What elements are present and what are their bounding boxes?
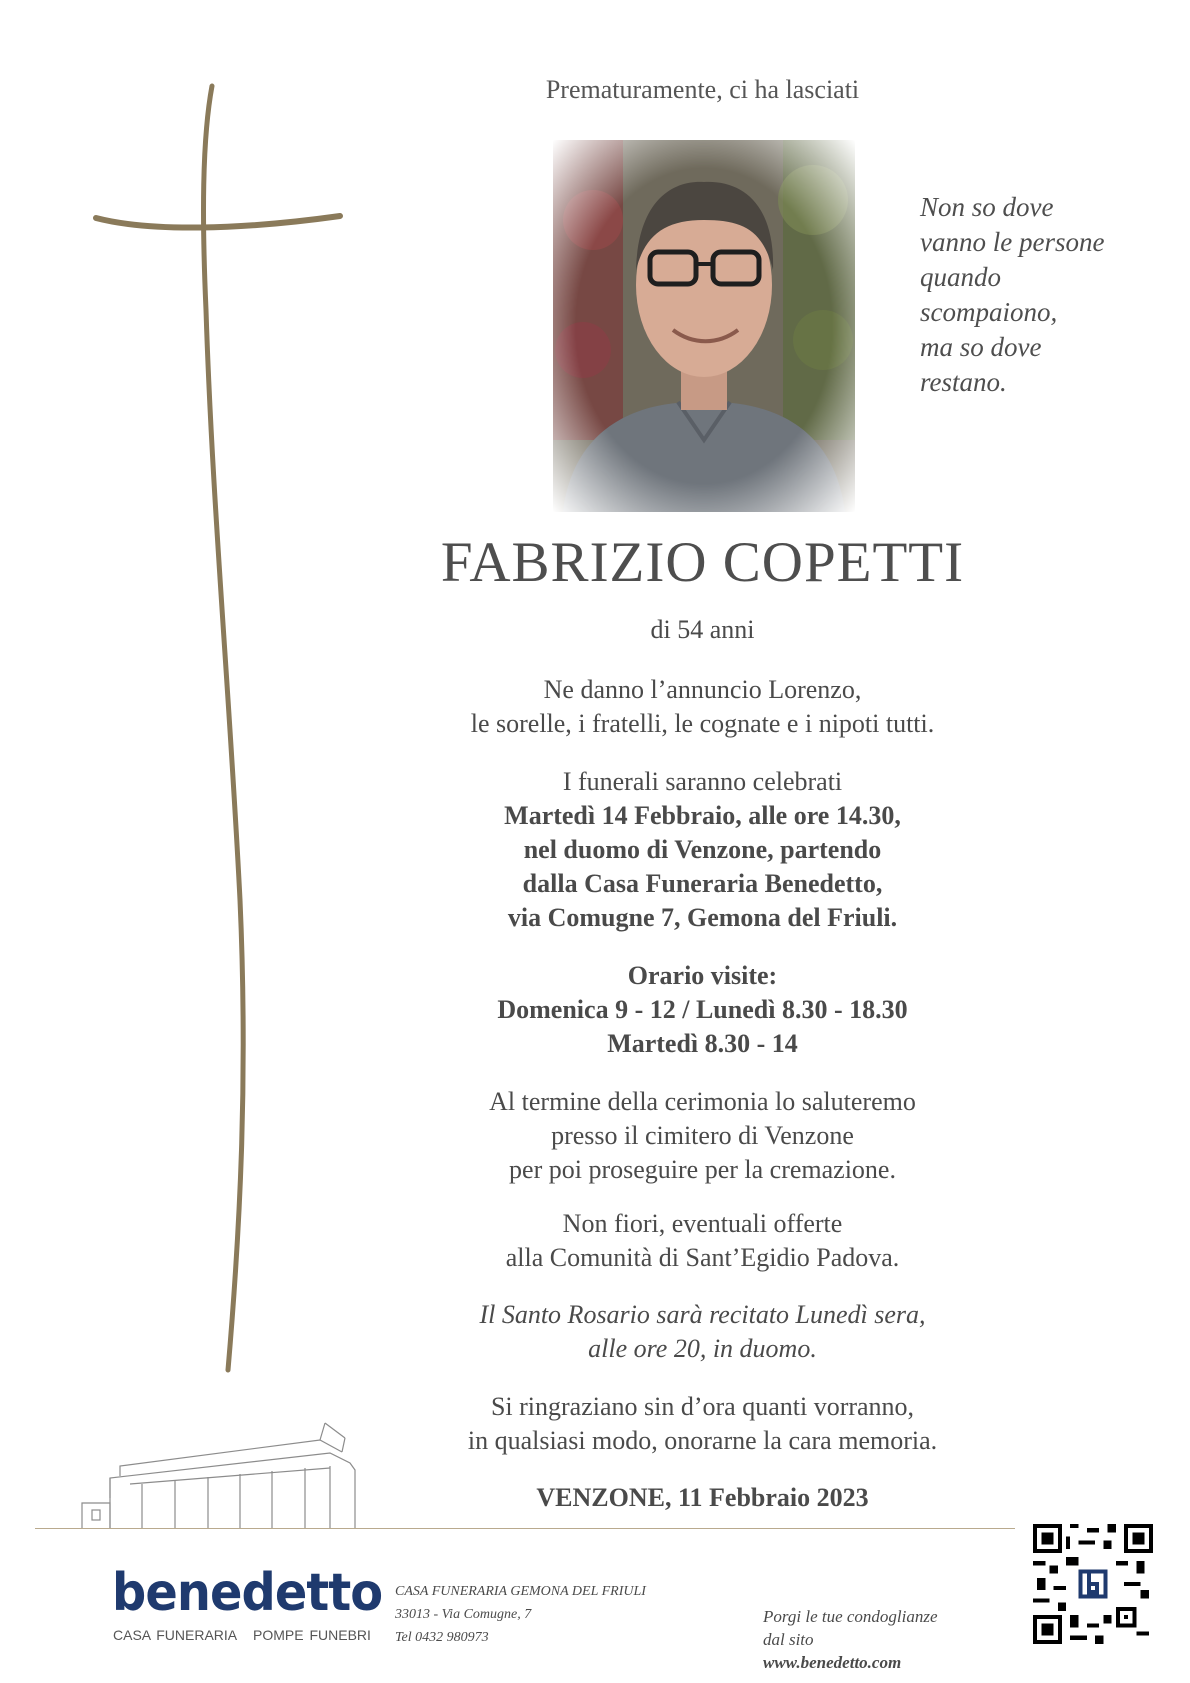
memorial-quote xyxy=(920,190,1170,400)
quote-line: quando xyxy=(920,262,1001,292)
announcement-line: Ne danno l’annuncio Lorenzo, xyxy=(543,675,862,704)
condolences-site-line xyxy=(763,1628,938,1674)
website-link[interactable]: www.benedetto.com xyxy=(763,1653,902,1672)
rosary-line: Il Santo Rosario sarà recitato Lunedì sera, xyxy=(479,1300,926,1329)
footer-divider xyxy=(35,1528,1015,1529)
place-date: VENZONE, 11 Febbraio 2023 xyxy=(536,1483,869,1512)
announcement xyxy=(380,673,1025,741)
flowers-line: alla Comunità di Sant’Egidio Padova. xyxy=(505,1243,900,1272)
condolences-line: Porgi le tue condoglianze xyxy=(763,1607,938,1626)
funeral-line: nel duomo di Venzone, partendo xyxy=(523,835,882,864)
deceased-name: FABRIZIO COPETTI xyxy=(440,531,965,594)
visits-line: Domenica 9 - 12 / Lunedì 8.30 - 18.30 xyxy=(497,995,908,1024)
address-line: Tel 0432 980973 xyxy=(395,1630,489,1645)
funeral-details xyxy=(380,765,1025,935)
portrait-photo xyxy=(553,140,855,512)
address-line: 33013 - Via Comugne, 7 xyxy=(395,1607,532,1622)
funeral-home-building-icon xyxy=(80,1418,385,1533)
rosary-line: alle ore 20, in duomo. xyxy=(588,1334,817,1363)
funeral-line: via Comugne 7, Gemona del Friuli. xyxy=(507,903,898,932)
quote-line: restano. xyxy=(920,367,1007,397)
visits-title: Orario visite: xyxy=(627,961,778,990)
logo-sub-funeral-home: CASA FUNERARIA xyxy=(113,1627,238,1643)
quote-line: ma so dove xyxy=(920,332,1042,362)
ceremony-line: presso il cimitero di Venzone xyxy=(551,1121,854,1150)
flowers-line: Non fiori, eventuali offerte xyxy=(562,1209,843,1238)
thanks-line: Si ringraziano sin d’ora quanti vorranno, xyxy=(490,1392,915,1421)
flowers-note xyxy=(380,1207,1025,1275)
announcement-line: le sorelle, i fratelli, le cognate e i nipoti tutti. xyxy=(470,709,935,738)
quote-line: Non so dove xyxy=(920,192,1054,222)
funeral-intro: I funerali saranno celebrati xyxy=(562,767,843,796)
deceased-age: di 54 anni xyxy=(650,615,755,644)
condolences-note xyxy=(763,1605,938,1674)
visiting-hours xyxy=(380,959,1025,1061)
quote-line: vanno le persone xyxy=(920,227,1105,257)
visits-line: Martedì 8.30 - 14 xyxy=(607,1029,798,1058)
thanks-line: in qualsiasi modo, onorarne la cara memoria. xyxy=(467,1426,938,1455)
qr-code-icon[interactable] xyxy=(1033,1524,1153,1644)
ceremony-info xyxy=(380,1085,1025,1187)
funeral-home-address xyxy=(395,1580,646,1649)
condolences-prefix: dal sito xyxy=(763,1630,814,1649)
intro-text: Prematuramente, ci ha lasciati xyxy=(545,75,860,104)
ceremony-line: per poi proseguire per la cremazione. xyxy=(509,1155,896,1184)
address-line: CASA FUNERARIA GEMONA DEL FRIULI xyxy=(395,1584,646,1599)
ceremony-line: Al termine della cerimonia lo saluteremo xyxy=(489,1087,916,1116)
benedetto-logo: benedetto xyxy=(112,1563,383,1623)
logo-subtitle xyxy=(113,1627,381,1643)
logo-sub-funeral-services: POMPE FUNEBRI xyxy=(253,1627,371,1643)
rosary-note xyxy=(380,1298,1025,1366)
cross-icon xyxy=(90,80,350,1380)
quote-line: scompaiono, xyxy=(920,297,1058,327)
funeral-line: dalla Casa Funeraria Benedetto, xyxy=(522,869,883,898)
funeral-line: Martedì 14 Febbraio, alle ore 14.30, xyxy=(504,801,901,830)
thanks-note xyxy=(380,1390,1025,1458)
